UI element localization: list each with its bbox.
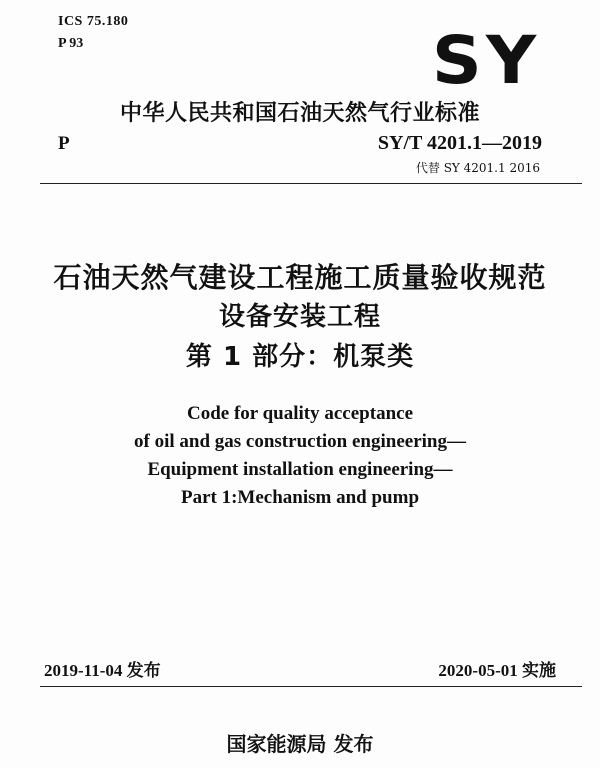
english-title-line-4: Part 1:Mechanism and pump (180, 487, 420, 508)
english-title-line-1: Code for quality acceptance (186, 403, 414, 424)
category-letter: P (58, 133, 70, 154)
footer-divider (40, 686, 582, 687)
replaces-note: 代替 SY 4201.1 2016 (415, 161, 540, 175)
issuing-authority: 国家能源局 发布 (226, 732, 374, 756)
classification-code: P 93 (58, 36, 84, 51)
ics-code: ICS 75.180 (58, 14, 129, 29)
header-divider (40, 183, 582, 184)
chinese-title-line-1: 石油天然气建设工程施工质量验收规范 (53, 261, 547, 294)
english-title-line-3: Equipment installation engineering— (147, 459, 453, 480)
sy-logo: SY (431, 22, 540, 99)
standard-number: SY/T 4201.1—2019 (377, 132, 542, 154)
effective-date: 2020-05-01 实施 (438, 661, 556, 680)
english-title-line-2: of oil and gas construction engineering— (134, 431, 466, 452)
chinese-title-line-2: 设备安装工程 (218, 302, 381, 332)
chinese-title-line-3: 第 1 部分：机泵类 (185, 342, 415, 372)
publish-date: 2019-11-04 发布 (44, 661, 161, 680)
standard-type-title: 中华人民共和国石油天然气行业标准 (119, 101, 480, 126)
